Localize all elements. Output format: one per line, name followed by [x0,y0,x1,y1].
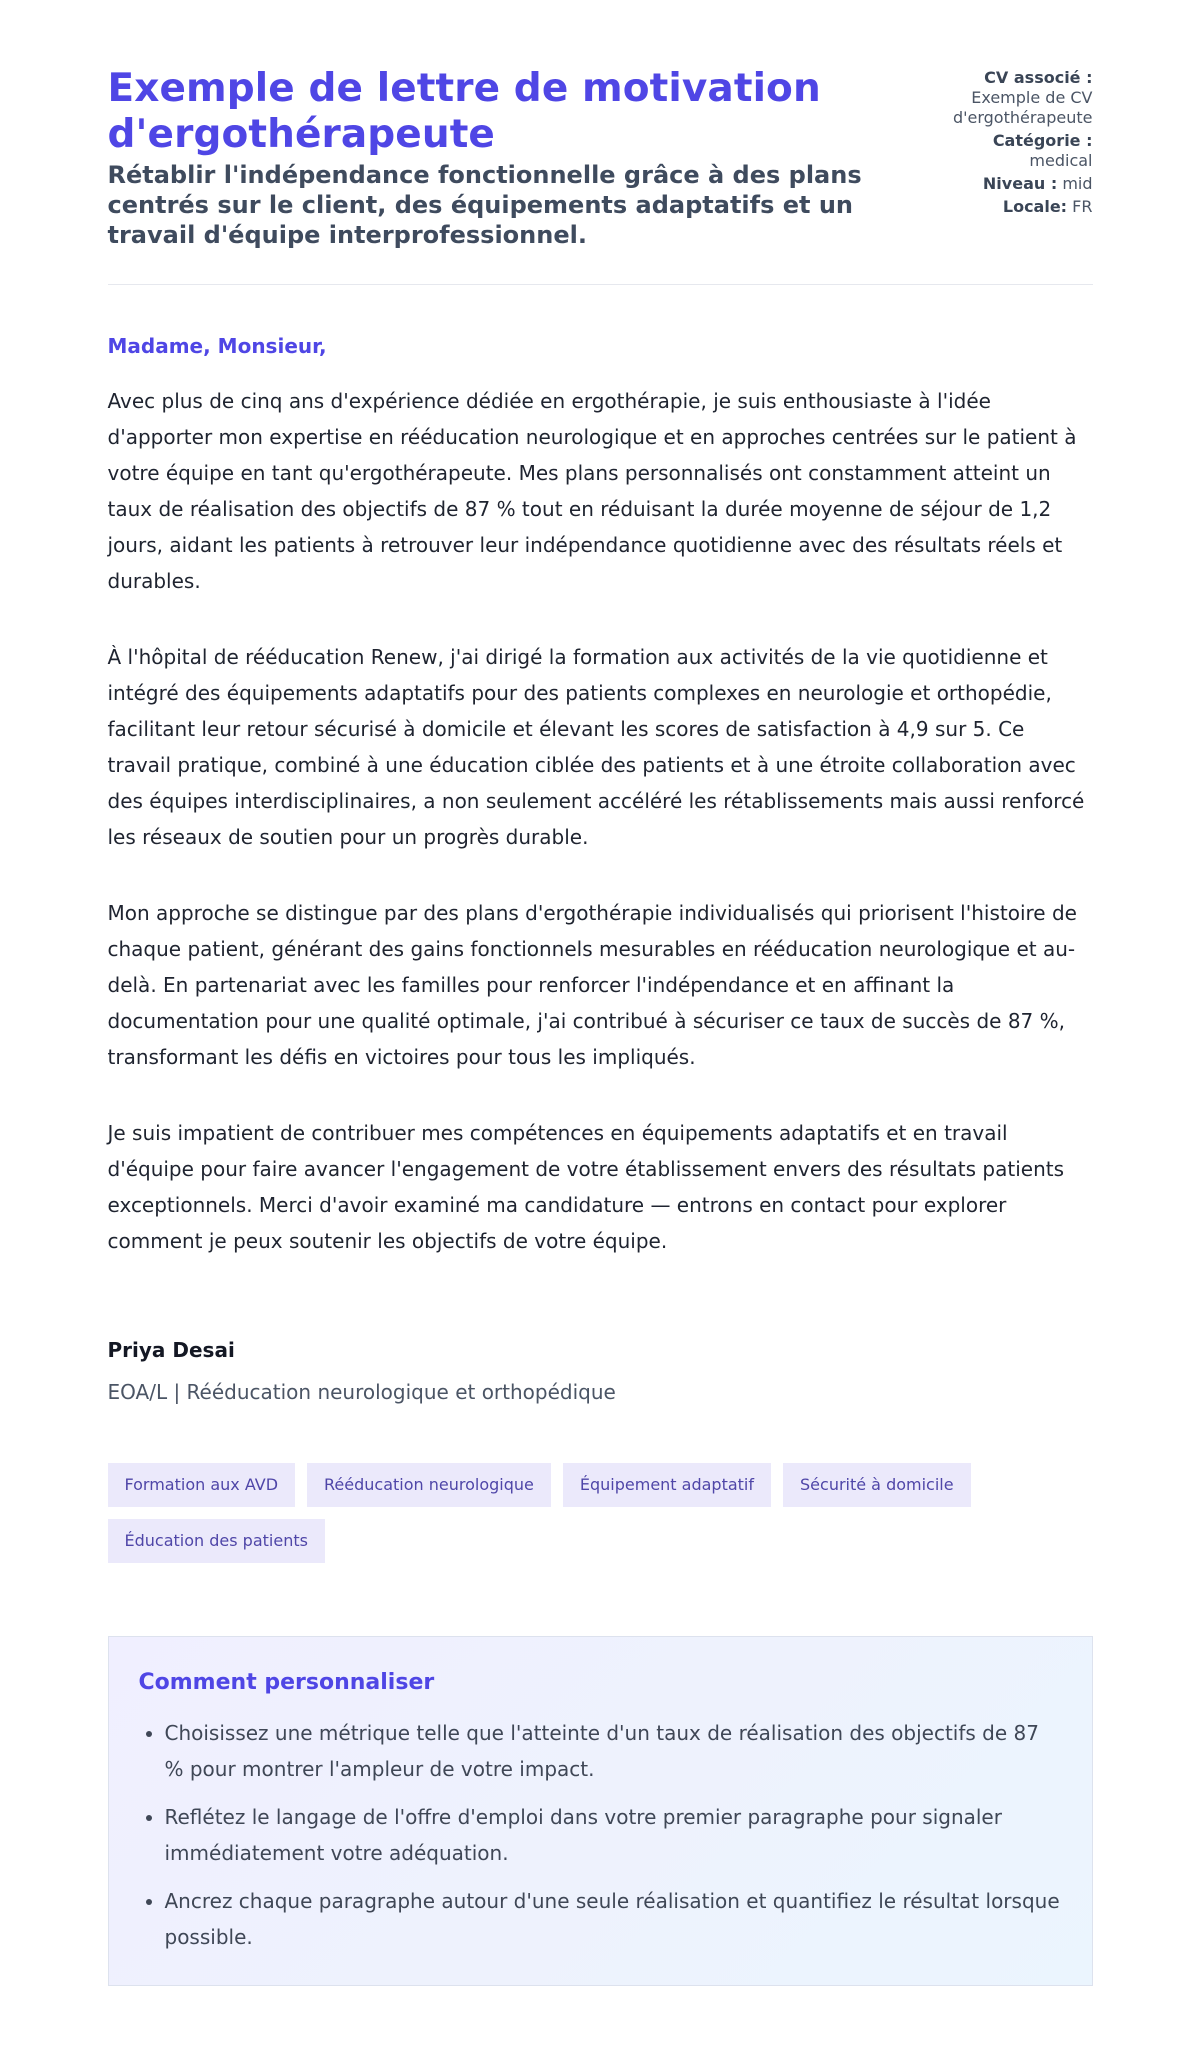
skill-tag: Éducation des patients [108,1519,325,1563]
salutation: Madame, Monsieur, [107,334,327,358]
header-titles [108,66,918,250]
meta-level [943,174,1093,194]
skill-tag: Équipement adaptatif [563,1463,771,1507]
tip-item: • Reflétez le langage de l'offre d'emploi dans votre premier paragraphe pour signaler immédiatement votre adéquation. [165,1799,1062,1871]
tip-item: • Choisissez une métrique telle que l'atteinte d'un taux de réalisation des objectifs de 87 % pour montrer l'ampleur de votre impact. [165,1715,1062,1787]
tips-list [139,1715,1062,1955]
letter-paragraph: Je suis impatient de contribuer mes compétences en équipements adaptatifs et en travail d'équipe pour faire avancer l'engagement de votre établissement envers des résultats patients exceptionnels. Merci d'avoir examiné ma candidature — entrons en contact pour explorer comment je peux soutenir les objectifs de votre équipe. [107,1121,1065,1253]
skill-tags [108,1463,1093,1563]
meta-panel [943,66,1093,220]
meta-cv-label: CV associé : [984,68,1093,87]
meta-category-label: Catégorie : [992,131,1093,150]
page-subtitle: Rétablir l'indépendance fonctionnelle grâce à des plans centrés sur le client, des équipements adaptatifs et un travail d'équipe interprofessionnel. [107,161,862,249]
signature-block [108,1337,1093,1405]
skill-tag: Rééducation neurologique [307,1463,551,1507]
letter-paragraph: Mon approche se distingue par des plans d'ergothérapie individualisés qui priorisent l'histoire de chaque patient, générant des gains fonctionnels mesurables en rééducation neurologique et au-delà. En partenariat avec les familles pour renforcer l'indépendance et en affinant la documentation pour une qualité optimale, j'ai contribué à sécuriser ce taux de succès de 87 %, transformant les défis en victoires pour tous les impliqués. [107,901,1077,1069]
meta-locale-value: FR [1072,197,1093,216]
tips-title: Comment personnaliser [138,1670,435,1695]
letter-paragraph: Avec plus de cinq ans d'expérience dédiée en ergothérapie, je suis enthousiaste à l'idée d'apporter mon expertise en rééducation neurologique et en approches centrées sur le patient à votre équipe en tant qu'ergothérapeute. Mes plans personnalisés ont constamment atteint un taux de réalisation des objectifs de 87 % tout en réduisant la durée moyenne de séjour de 1,2 jours, aidant les patients à retrouver leur indépendance quotidienne avec des résultats réels et durables. [107,389,1077,593]
meta-category [943,131,1093,171]
meta-level-label: Niveau : [982,174,1058,193]
meta-locale-label: Locale: [1002,197,1068,216]
letter-body [108,333,1093,1259]
page-title: Exemple de lettre de motivation d'ergothérapeute [107,66,821,157]
signature-name: Priya Desai [107,1338,235,1362]
signature-title: EOA/L | Rééducation neurologique et orthopédique [107,1380,616,1404]
skill-tag: Formation aux AVD [108,1463,296,1507]
meta-cv [943,68,1093,128]
meta-level-value: mid [1062,174,1093,193]
cover-letter-page [108,0,1093,2054]
page-header [108,66,1093,285]
meta-category-value: medical [1029,151,1093,170]
customization-tips-box [108,1636,1093,1986]
skill-tag: Sécurité à domicile [783,1463,971,1507]
tip-item: • Ancrez chaque paragraphe autour d'une seule réalisation et quantifiez le résultat lorsque possible. [165,1883,1062,1955]
letter-paragraph: À l'hôpital de rééducation Renew, j'ai dirigé la formation aux activités de la vie quotidienne et intégré des équipements adaptatifs pour des patients complexes en neurologie et orthopédie, facilitant leur retour sécurisé à domicile et élevant les scores de satisfaction à 4,9 sur 5. Ce travail pratique, combiné à une éducation ciblée des patients et à une étroite collaboration avec des équipes interdisciplinaires, a non seulement accéléré les rétablissements mais aussi renforcé les réseaux de soutien pour un progrès durable. [107,645,1085,849]
meta-cv-value: Exemple de CV d'ergothérapeute [952,88,1093,127]
meta-locale [943,197,1093,217]
